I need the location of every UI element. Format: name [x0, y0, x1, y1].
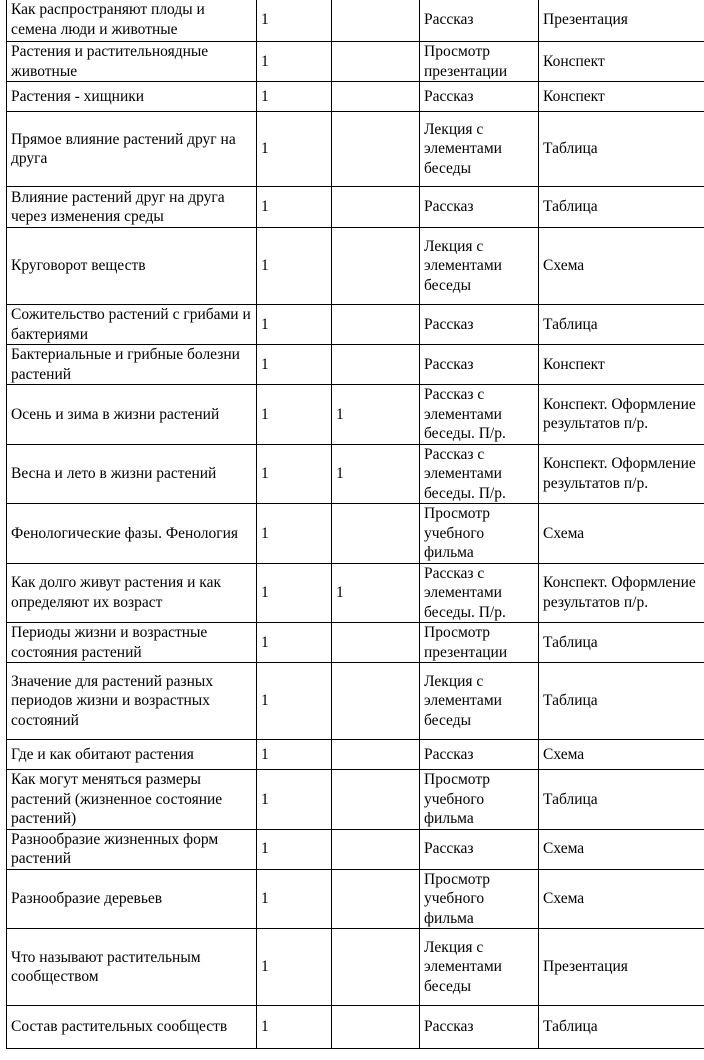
practice-cell: 1 — [332, 385, 420, 445]
control-cell: Схема — [539, 829, 704, 869]
table-row — [7, 623, 704, 663]
table-row — [7, 740, 704, 770]
table-body — [7, 0, 704, 1049]
control-cell: Конспект. Оформление результатов п/р. — [539, 444, 704, 504]
control-cell: Конспект. Оформление результатов п/р. — [539, 385, 704, 445]
table-row — [7, 869, 704, 929]
topic-cell: Разнообразие деревьев — [7, 869, 257, 929]
control-cell: Схема — [539, 740, 704, 770]
lesson-form-cell: Рассказ — [420, 0, 539, 42]
lesson-form-cell: Рассказ — [420, 82, 539, 112]
topic-cell: Значение для растений разных периодов жизни и возрастных состояний — [7, 663, 257, 740]
control-cell: Схема — [539, 228, 704, 305]
topic-cell: Растения - хищники — [7, 82, 257, 112]
practice-cell — [332, 740, 420, 770]
topic-cell: Фенологические фазы. Фенология — [7, 504, 257, 564]
control-cell: Конспект — [539, 82, 704, 112]
table-row — [7, 0, 704, 42]
topic-cell: Как долго живут растения и как определяют их возраст — [7, 563, 257, 623]
hours-cell: 1 — [257, 0, 332, 42]
practice-cell — [332, 345, 420, 385]
topic-cell: Влияние растений друг на друга через изменения среды — [7, 187, 257, 228]
control-cell: Таблица — [539, 112, 704, 187]
control-cell: Презентация — [539, 929, 704, 1006]
hours-cell: 1 — [257, 869, 332, 929]
table-row — [7, 228, 704, 305]
table-row — [7, 305, 704, 345]
practice-cell: 1 — [332, 444, 420, 504]
table-row — [7, 187, 704, 228]
practice-cell — [332, 187, 420, 228]
lesson-form-cell: Лекция с элементами беседы — [420, 663, 539, 740]
topic-cell: Как распространяют плоды и семена люди и животные — [7, 0, 257, 42]
table-row — [7, 829, 704, 869]
hours-cell: 1 — [257, 829, 332, 869]
topic-cell: Весна и лето в жизни растений — [7, 444, 257, 504]
lesson-plan-table — [6, 0, 704, 1049]
control-cell: Таблица — [539, 770, 704, 830]
practice-cell — [332, 305, 420, 345]
hours-cell: 1 — [257, 385, 332, 445]
topic-cell: Растения и растительноядные животные — [7, 42, 257, 82]
control-cell: Таблица — [539, 1006, 704, 1049]
control-cell: Таблица — [539, 187, 704, 228]
topic-cell: Что называют растительным сообществом — [7, 929, 257, 1006]
lesson-form-cell: Просмотр презентации — [420, 623, 539, 663]
table-row — [7, 563, 704, 623]
lesson-form-cell: Рассказ — [420, 1006, 539, 1049]
table-row — [7, 929, 704, 1006]
table-row — [7, 82, 704, 112]
lesson-form-cell: Лекция с элементами беседы — [420, 929, 539, 1006]
lesson-form-cell: Рассказ — [420, 829, 539, 869]
control-cell: Конспект. Оформление результатов п/р. — [539, 563, 704, 623]
practice-cell — [332, 869, 420, 929]
table-row — [7, 42, 704, 82]
hours-cell: 1 — [257, 187, 332, 228]
lesson-form-cell: Просмотр презентации — [420, 42, 539, 82]
hours-cell: 1 — [257, 112, 332, 187]
lesson-form-cell: Рассказ — [420, 305, 539, 345]
lesson-form-cell: Просмотр учебного фильма — [420, 869, 539, 929]
control-cell: Таблица — [539, 663, 704, 740]
table-row — [7, 770, 704, 830]
hours-cell: 1 — [257, 1006, 332, 1049]
practice-cell — [332, 1006, 420, 1049]
practice-cell — [332, 112, 420, 187]
hours-cell: 1 — [257, 740, 332, 770]
lesson-form-cell: Рассказ с элементами беседы. П/р. — [420, 385, 539, 445]
practice-cell — [332, 82, 420, 112]
topic-cell: Бактериальные и грибные болезни растений — [7, 345, 257, 385]
practice-cell: 1 — [332, 563, 420, 623]
lesson-form-cell: Рассказ — [420, 345, 539, 385]
control-cell: Презентация — [539, 0, 704, 42]
topic-cell: Разнообразие жизненных форм растений — [7, 829, 257, 869]
table-row — [7, 385, 704, 445]
hours-cell: 1 — [257, 623, 332, 663]
topic-cell: Сожительство растений с грибами и бактериями — [7, 305, 257, 345]
lesson-form-cell: Лекция с элементами беседы — [420, 228, 539, 305]
hours-cell: 1 — [257, 305, 332, 345]
practice-cell — [332, 504, 420, 564]
lesson-form-cell: Рассказ с элементами беседы. П/р. — [420, 444, 539, 504]
lesson-form-cell: Просмотр учебного фильма — [420, 770, 539, 830]
control-cell: Таблица — [539, 305, 704, 345]
practice-cell — [332, 770, 420, 830]
table-row — [7, 504, 704, 564]
topic-cell: Периоды жизни и возрастные состояния растений — [7, 623, 257, 663]
topic-cell: Осень и зима в жизни растений — [7, 385, 257, 445]
practice-cell — [332, 42, 420, 82]
hours-cell: 1 — [257, 563, 332, 623]
lesson-form-cell: Лекция с элементами беседы — [420, 112, 539, 187]
practice-cell — [332, 0, 420, 42]
topic-cell: Где и как обитают растения — [7, 740, 257, 770]
control-cell: Конспект — [539, 42, 704, 82]
hours-cell: 1 — [257, 929, 332, 1006]
table-row — [7, 112, 704, 187]
practice-cell — [332, 929, 420, 1006]
hours-cell: 1 — [257, 663, 332, 740]
table-row — [7, 1006, 704, 1049]
table-row — [7, 345, 704, 385]
topic-cell: Круговорот веществ — [7, 228, 257, 305]
practice-cell — [332, 829, 420, 869]
hours-cell: 1 — [257, 444, 332, 504]
control-cell: Таблица — [539, 623, 704, 663]
table-row — [7, 444, 704, 504]
lesson-form-cell: Рассказ с элементами беседы. П/р. — [420, 563, 539, 623]
hours-cell: 1 — [257, 82, 332, 112]
control-cell: Конспект — [539, 345, 704, 385]
practice-cell — [332, 663, 420, 740]
hours-cell: 1 — [257, 42, 332, 82]
lesson-form-cell: Рассказ — [420, 187, 539, 228]
hours-cell: 1 — [257, 770, 332, 830]
hours-cell: 1 — [257, 345, 332, 385]
control-cell: Схема — [539, 869, 704, 929]
table-row — [7, 663, 704, 740]
topic-cell: Как могут меняться размеры растений (жизненное состояние растений) — [7, 770, 257, 830]
control-cell: Схема — [539, 504, 704, 564]
practice-cell — [332, 228, 420, 305]
hours-cell: 1 — [257, 228, 332, 305]
hours-cell: 1 — [257, 504, 332, 564]
practice-cell — [332, 623, 420, 663]
lesson-form-cell: Рассказ — [420, 740, 539, 770]
topic-cell: Прямое влияние растений друг на друга — [7, 112, 257, 187]
lesson-form-cell: Просмотр учебного фильма — [420, 504, 539, 564]
topic-cell: Состав растительных сообществ — [7, 1006, 257, 1049]
